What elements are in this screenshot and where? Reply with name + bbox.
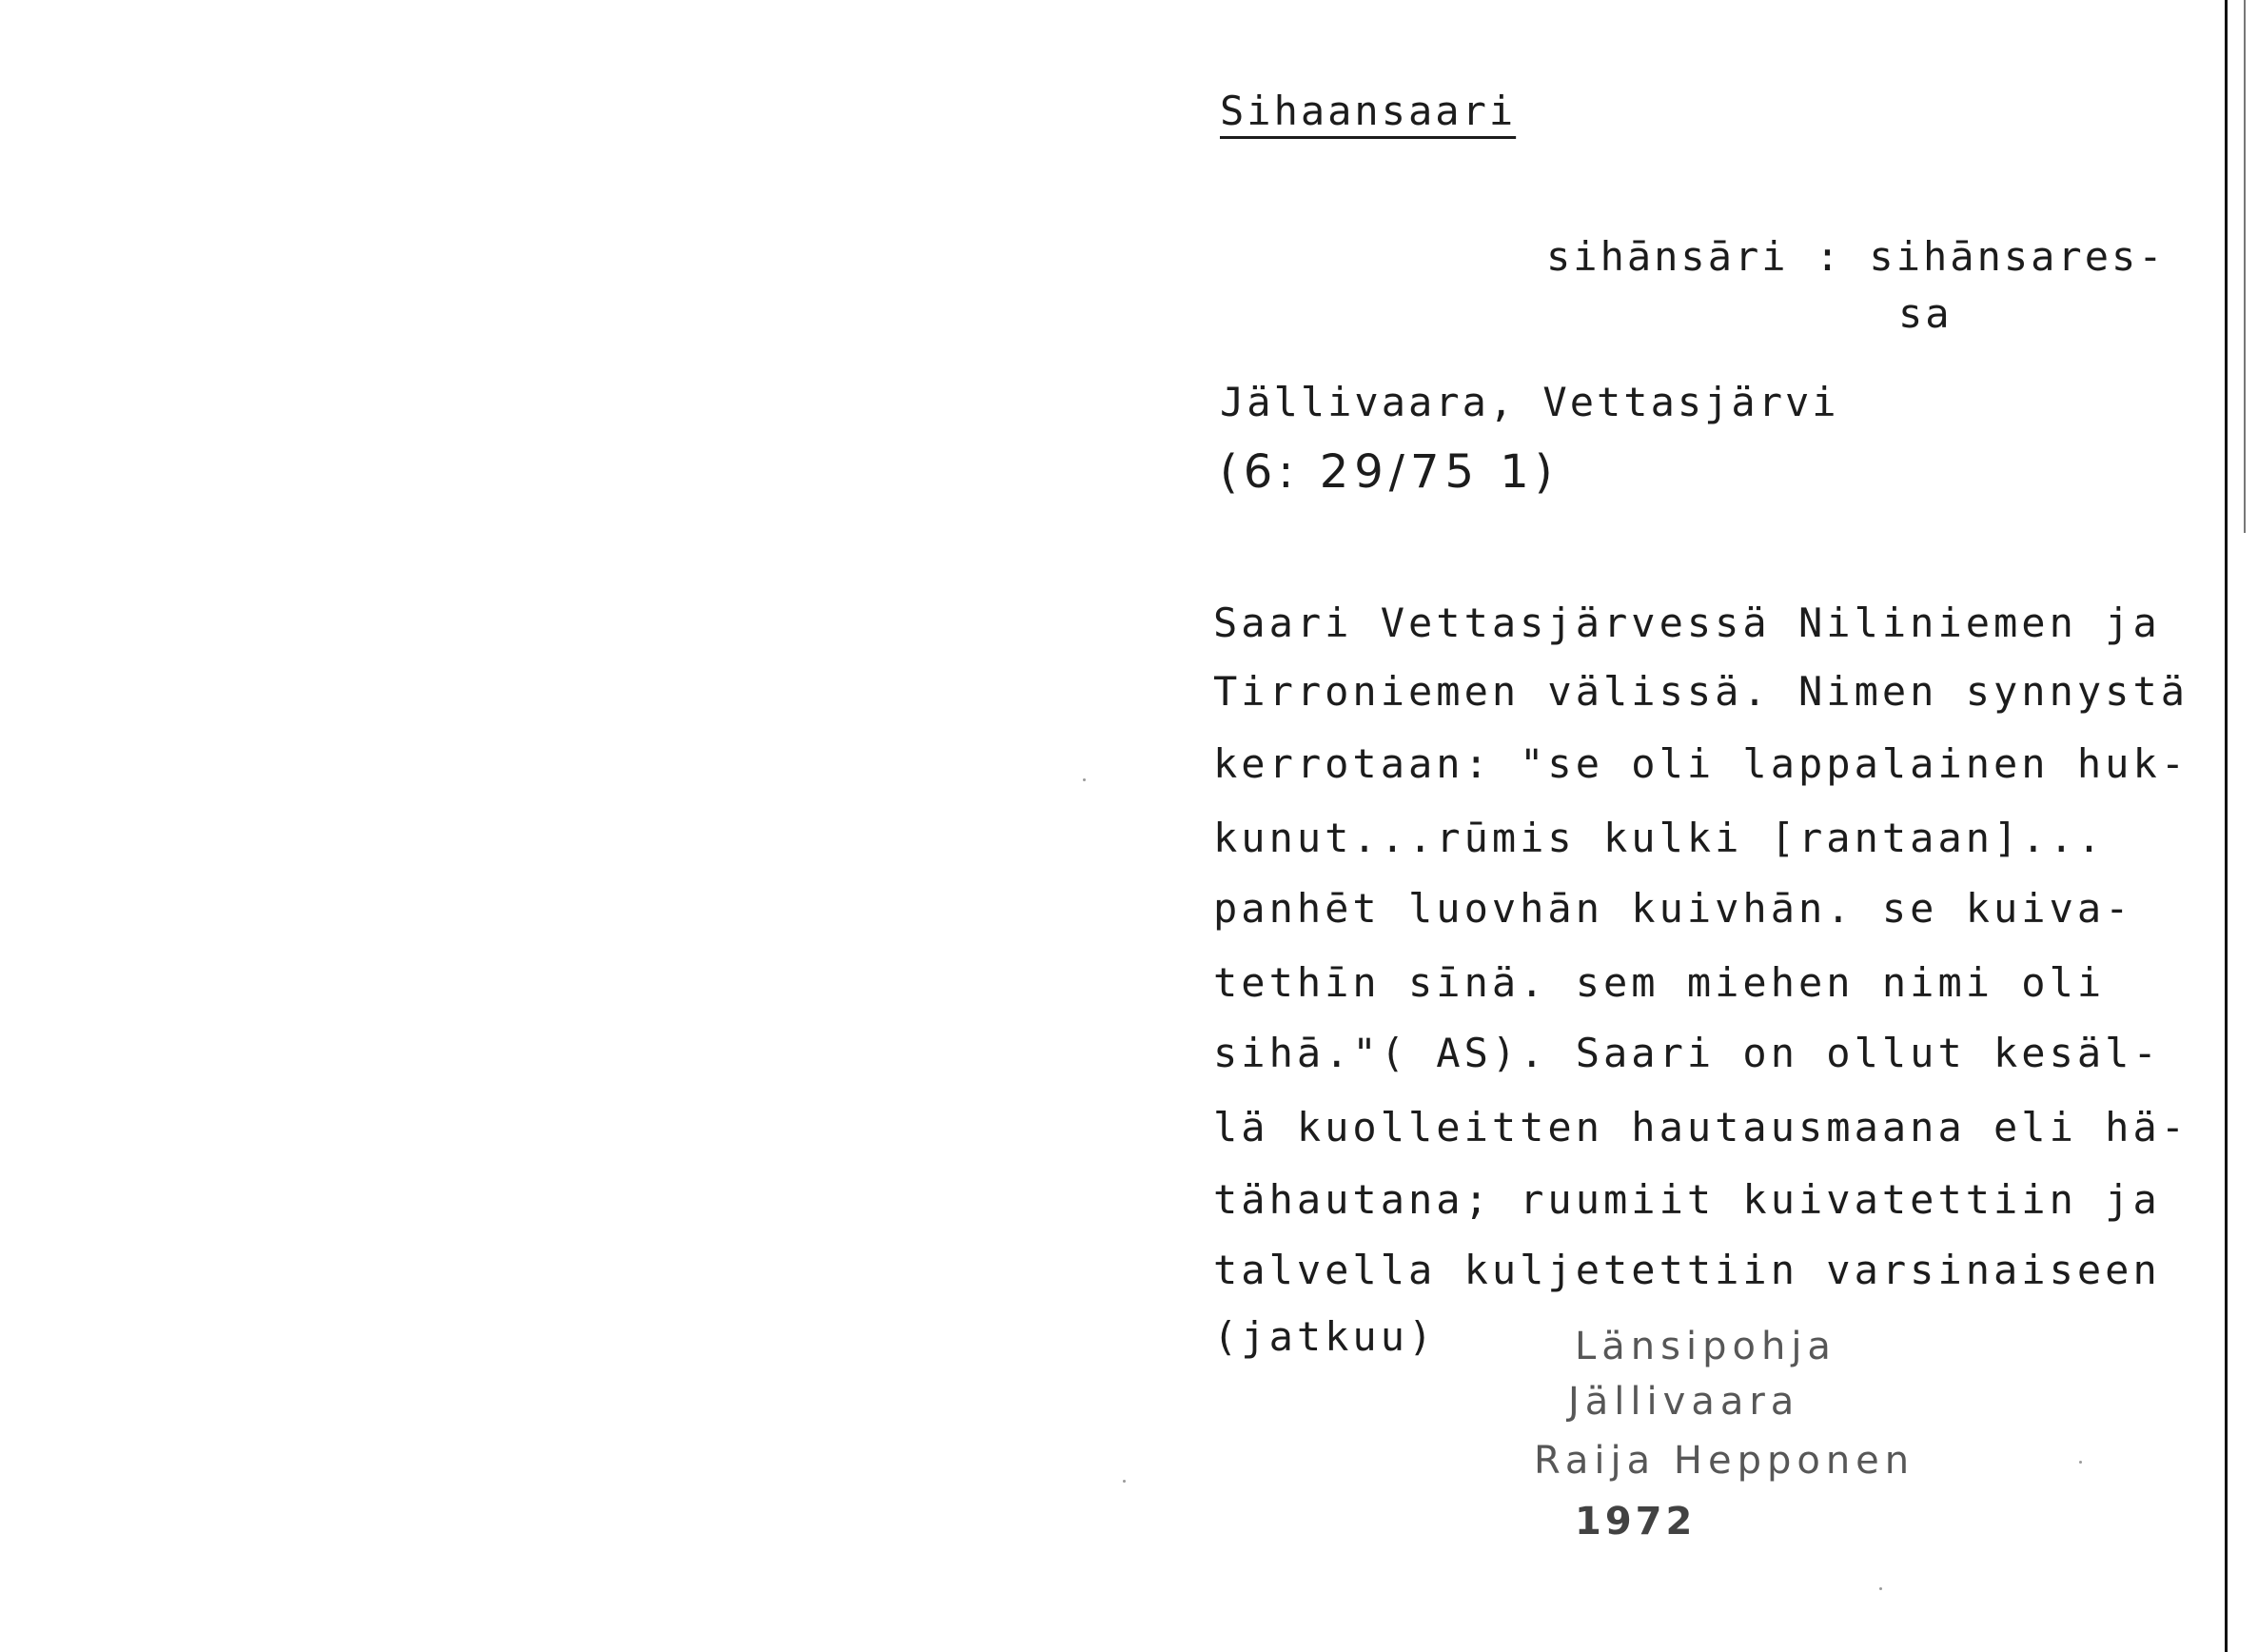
card-edge-line — [2225, 0, 2228, 1652]
body-text-line: panhēt luovhān kuivhān. se kuiva- — [1213, 885, 2133, 932]
paper-speck — [1123, 1480, 1126, 1483]
body-text-line: Saari Vettasjärvessä Niliniemen ja — [1213, 600, 2161, 646]
stamp-region: Länsipohja — [1575, 1325, 1836, 1368]
stamp-collector: Raija Hepponen — [1534, 1439, 1915, 1483]
place-name: Jällivaara, Vettasjärvi — [1220, 379, 1839, 425]
card-edge-faint-line — [2244, 0, 2246, 533]
body-text-line: talvella kuljetettiin varsinaiseen — [1213, 1247, 2161, 1293]
paper-speck — [1083, 778, 1086, 781]
stamp-parish: Jällivaara — [1568, 1380, 1800, 1424]
stamp-year: 1972 — [1575, 1500, 1697, 1544]
body-text-line: kunut...rūmis kulki [rantaan]... — [1213, 815, 2106, 861]
body-text-line: lä kuolleitten hautausmaana eli hä- — [1213, 1104, 2189, 1150]
body-text-line: Tirroniemen välissä. Nimen synnystä — [1213, 668, 2189, 715]
continuation-note: (jatkuu) — [1213, 1313, 1437, 1360]
card-title: Sihaansaari — [1220, 88, 1517, 134]
paper-speck — [1879, 1587, 1882, 1590]
name-forms: sihānsāri : sihānsares- — [1546, 233, 2166, 280]
body-text-line: kerrotaan: "se oli lappalainen huk- — [1213, 740, 2189, 787]
reference-code: (6: 29/75 1) — [1220, 445, 1559, 499]
paper-speck — [2079, 1461, 2082, 1464]
body-text-line: tethīn sīnä. sem miehen nimi oli — [1213, 959, 2106, 1006]
body-text-line: sihā."( AS). Saari on ollut kesäl- — [1213, 1030, 2161, 1076]
name-forms-continuation: sa — [1898, 290, 1953, 337]
body-text-line: tähautana; ruumiit kuivatettiin ja — [1213, 1176, 2161, 1223]
